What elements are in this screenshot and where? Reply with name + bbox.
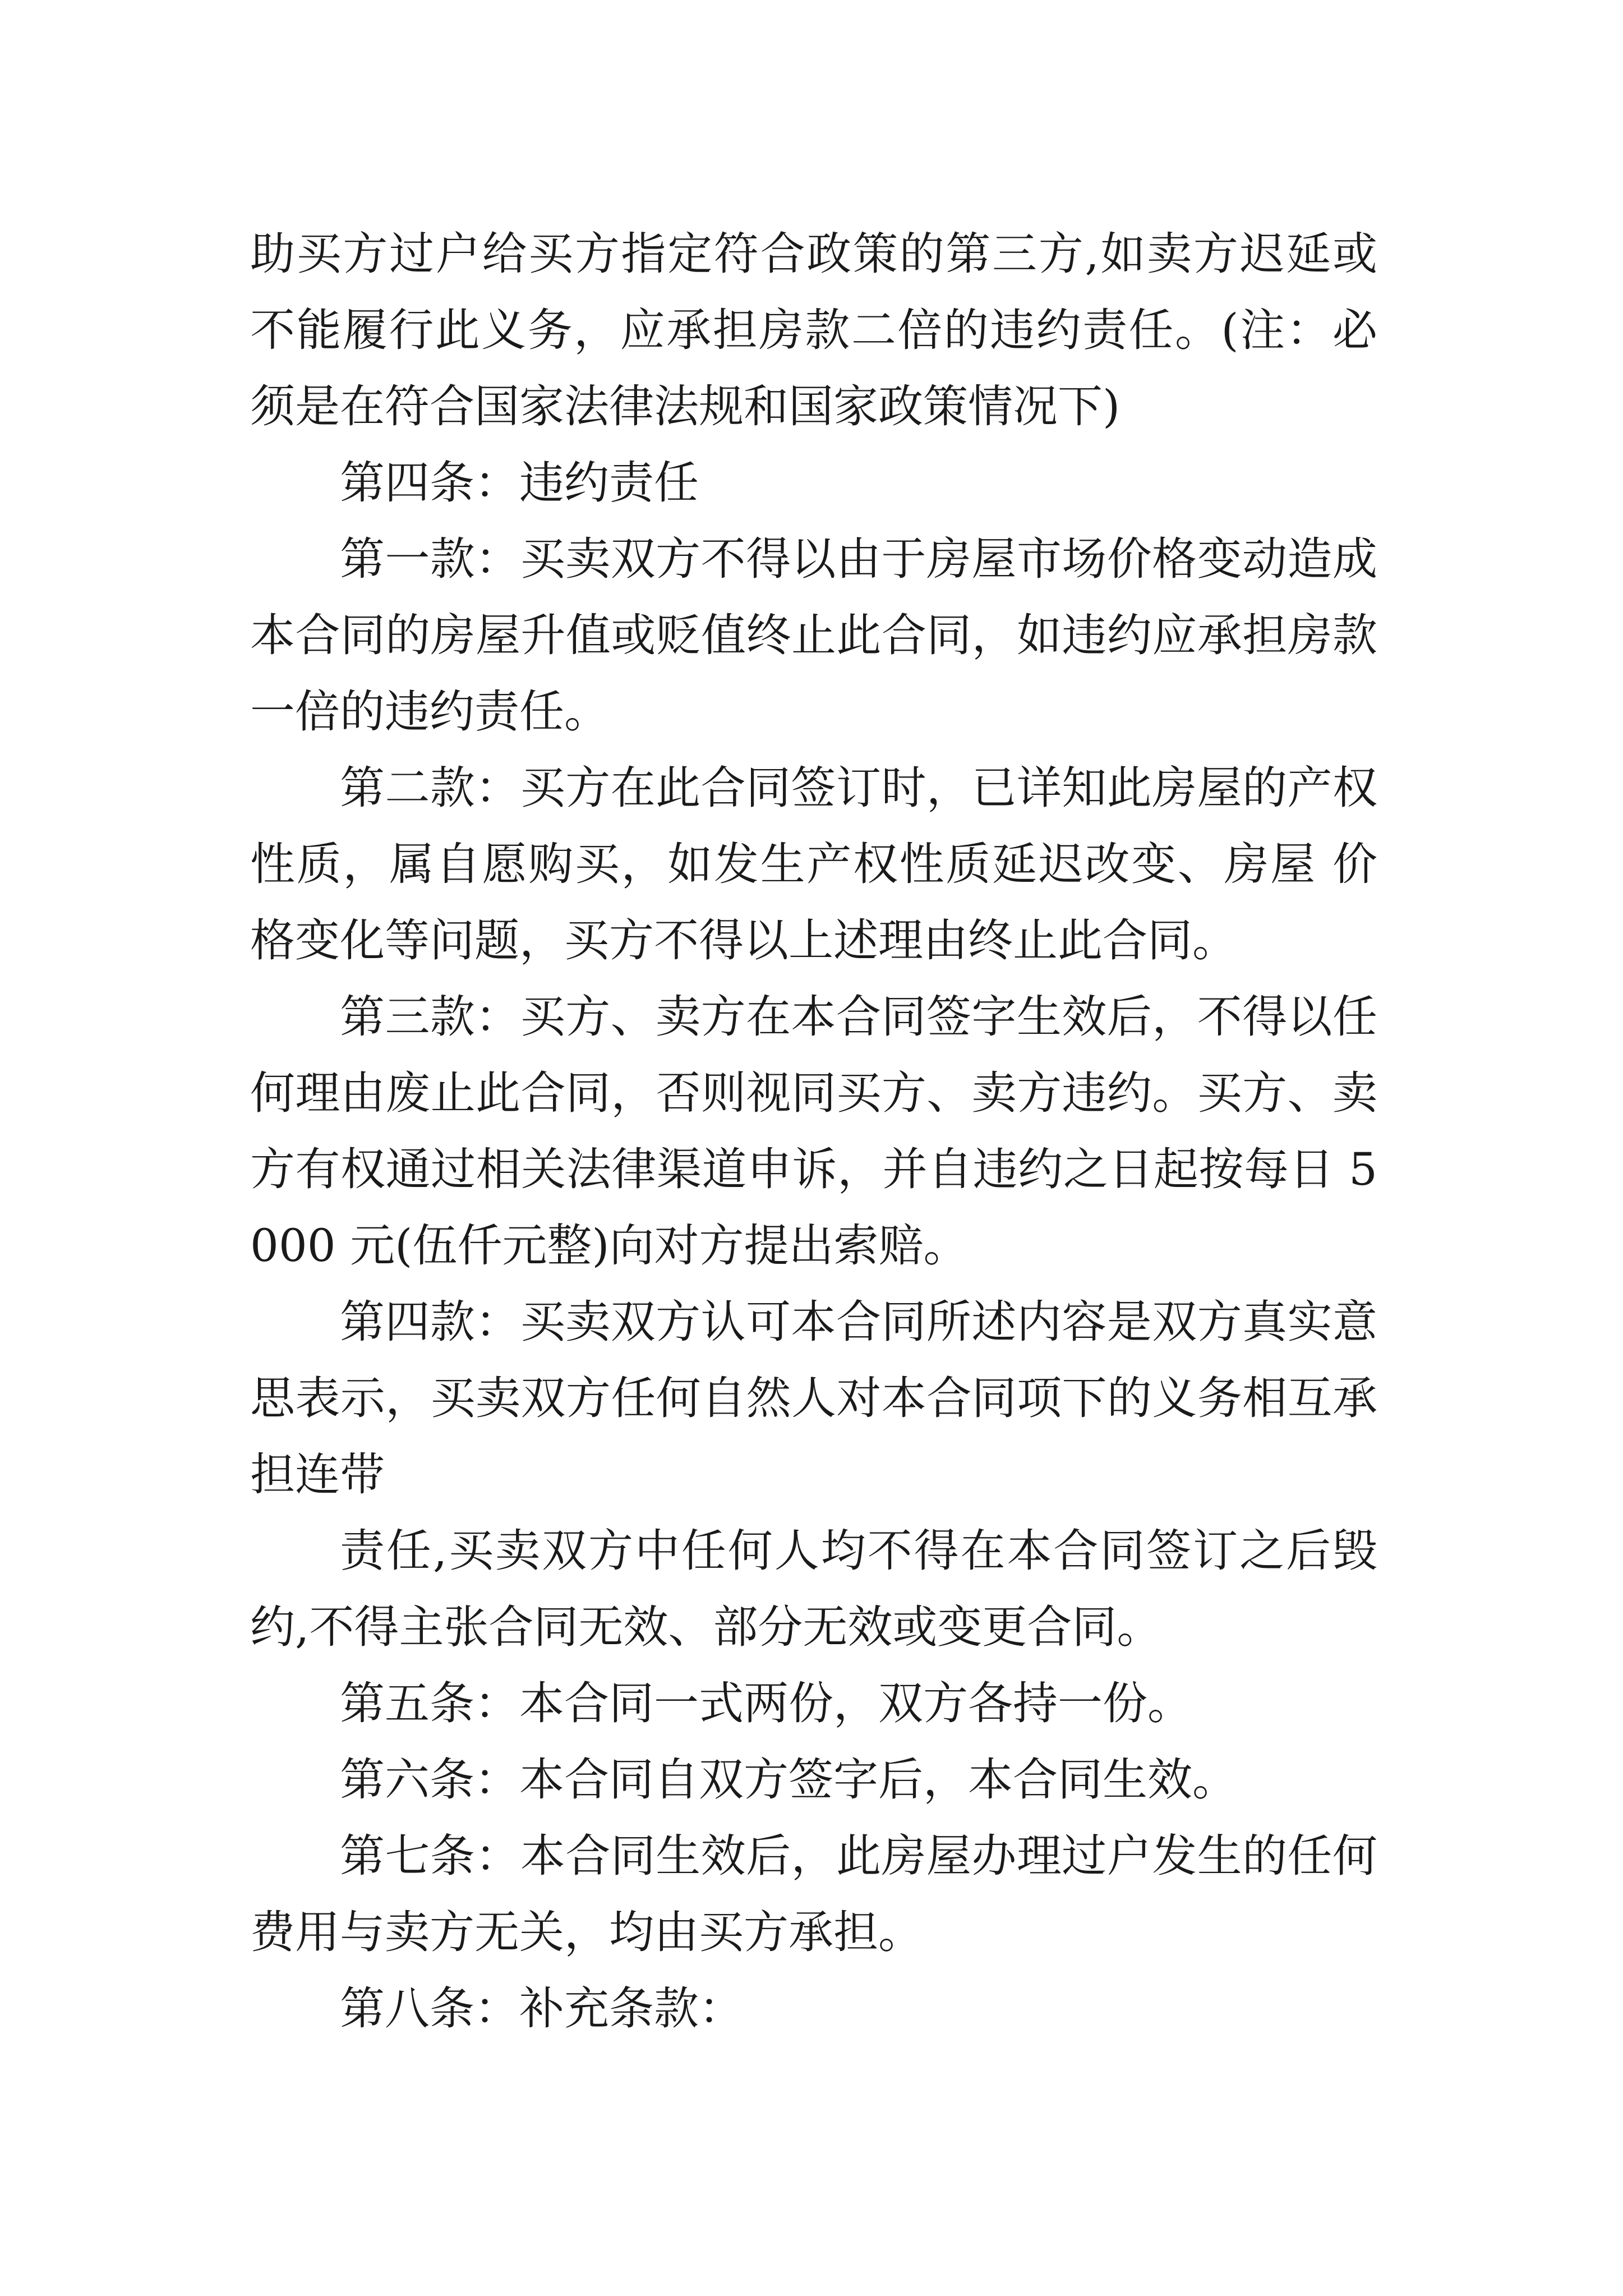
paragraph-clause-4-continued: 责任,买卖双方中任何人均不得在本合同签订之后毁约,不得主张合同无效、部分无效或变更合同。 <box>250 1525 1377 1653</box>
paragraph-article-7: 第七条：本合同生效后，此房屋办理过户发生的任何费用与卖方无关，均由买方承担。 <box>250 1830 1377 1958</box>
heading-article-4-breach-liability: 第四条：违约责任 <box>340 457 699 509</box>
paragraph-clause-4: 第四款：买卖双方认可本合同所述内容是双方真实意思表示，买卖双方任何自然人对本合同项下的义务相互承担连带 <box>250 1296 1377 1501</box>
paragraph-clause-1: 第一款：买卖双方不得以由于房屋市场价格变动造成本合同的房屋升值或贬值终止此合同，如违约应承担房款一倍的违约责任。 <box>250 533 1377 738</box>
paragraph-clause-3: 第三款：买方、卖方在本合同签字生效后，不得以任何理由废止此合同，否则视同买方、卖方违约。买方、卖方有权通过相关法律渠道申诉，并自违约之日起按每日 5000 元(伍仟元整)向对方提出索赔。 <box>250 991 1377 1272</box>
paragraph-clause-2: 第二款：买方在此合同签订时，已详知此房屋的产权性质，属自愿购买，如发生产权性质延迟改变、房屋 价格变化等问题，买方不得以上述理由终止此合同。 <box>250 762 1377 967</box>
paragraph-article-6: 第六条：本合同自双方签字后，本合同生效。 <box>340 1754 1237 1806</box>
paragraph-article-5: 第五条：本合同一式两份，双方各持一份。 <box>340 1677 1192 1729</box>
paragraph-transfer-obligation: 助买方过户给买方指定符合政策的第三方,如卖方迟延或不能履行此义务，应承担房款二倍的违约责任。(注：必须是在符合国家法律法规和国家政策情况下) <box>250 228 1377 432</box>
paragraph-article-8-supplementary: 第八条：补充条款： <box>340 1982 744 2035</box>
contract-body <box>250 216 1377 2047</box>
